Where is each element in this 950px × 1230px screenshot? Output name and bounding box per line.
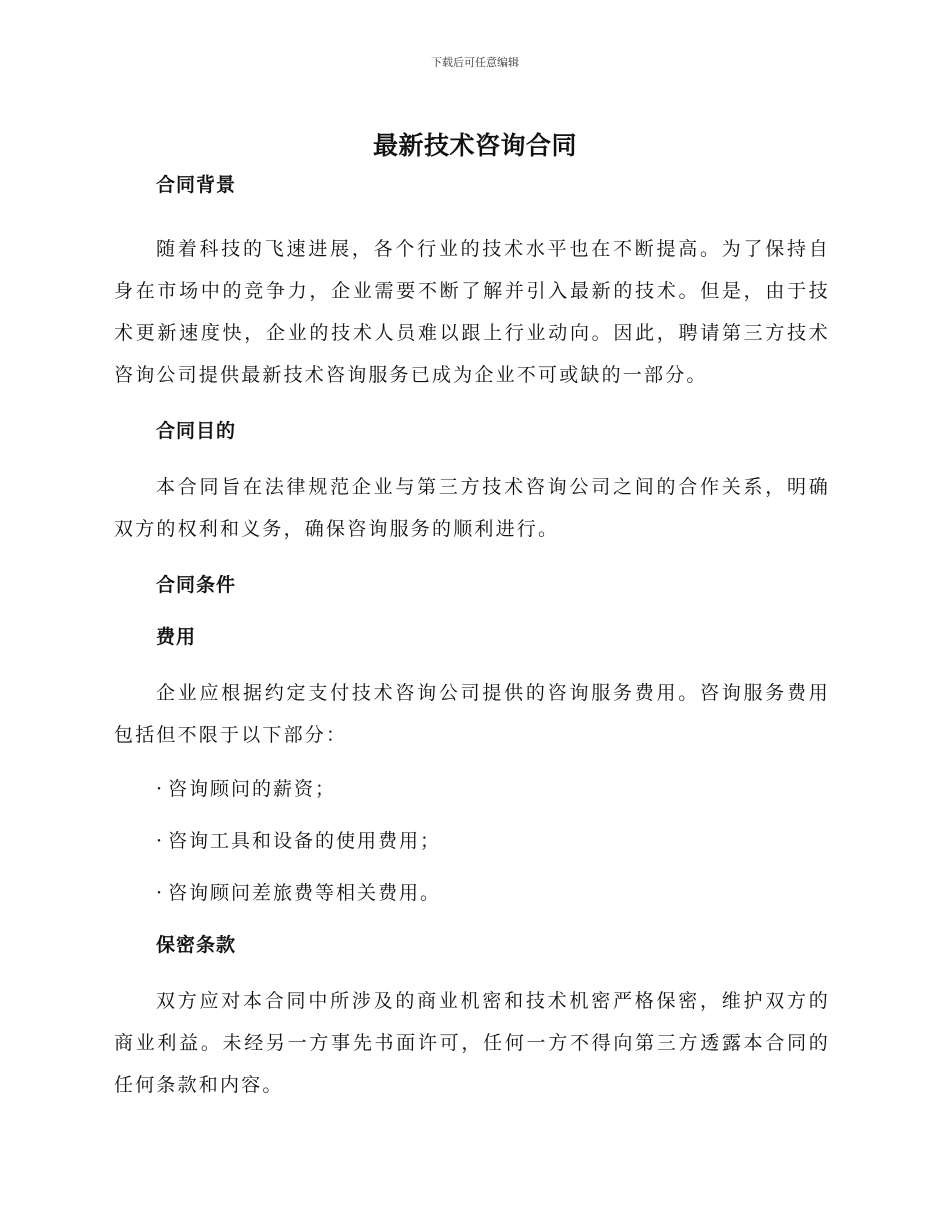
document-title: 最新技术咨询合同 [372, 131, 577, 160]
paragraph-purpose: 本合同旨在法律规范企业与第三方技术咨询公司之间的合作关系，明确双方的权利和义务，确保咨询服务的顺利进行。 [114, 476, 830, 540]
bullet-dot: · [156, 778, 165, 800]
paragraph-fees: 企业应根据约定支付技术咨询公司提供的咨询服务费用。咨询服务费用包括但不限于以下部分： [114, 682, 830, 746]
page-header-note: 下载后可任意编辑 [431, 56, 519, 69]
heading-background: 合同背景 [156, 174, 237, 196]
list-item-text: 咨询顾问差旅费等相关费用。 [168, 882, 442, 904]
list-item-text: 咨询工具和设备的使用费用； [168, 830, 442, 852]
heading-conditions: 合同条件 [156, 574, 237, 596]
heading-confidentiality: 保密条款 [156, 934, 237, 956]
list-item-text: 咨询顾问的薪资； [168, 778, 337, 800]
heading-fees: 费用 [156, 626, 197, 648]
list-item-fee-1 [114, 772, 830, 806]
bullet-dot: · [156, 830, 165, 852]
list-item-fee-2 [114, 824, 830, 858]
heading-purpose: 合同目的 [156, 420, 237, 442]
paragraph-background: 随着科技的飞速进展，各个行业的技术水平也在不断提高。为了保持自身在市场中的竞争力，企业需要不断了解并引入最新的技术。但是，由于技术更新速度快，企业的技术人员难以跟上行业动向。因此，聘请第三方技术咨询公司提供最新技术咨询服务已成为企业不可或缺的一部分。 [114, 238, 830, 386]
paragraph-confidentiality: 双方应对本合同中所涉及的商业机密和技术机密严格保密，维护双方的商业利益。未经另一方事先书面许可，任何一方不得向第三方透露本合同的任何条款和内容。 [114, 990, 830, 1096]
list-item-fee-3 [114, 876, 830, 910]
document-body [114, 168, 830, 1106]
bullet-dot: · [156, 882, 165, 904]
